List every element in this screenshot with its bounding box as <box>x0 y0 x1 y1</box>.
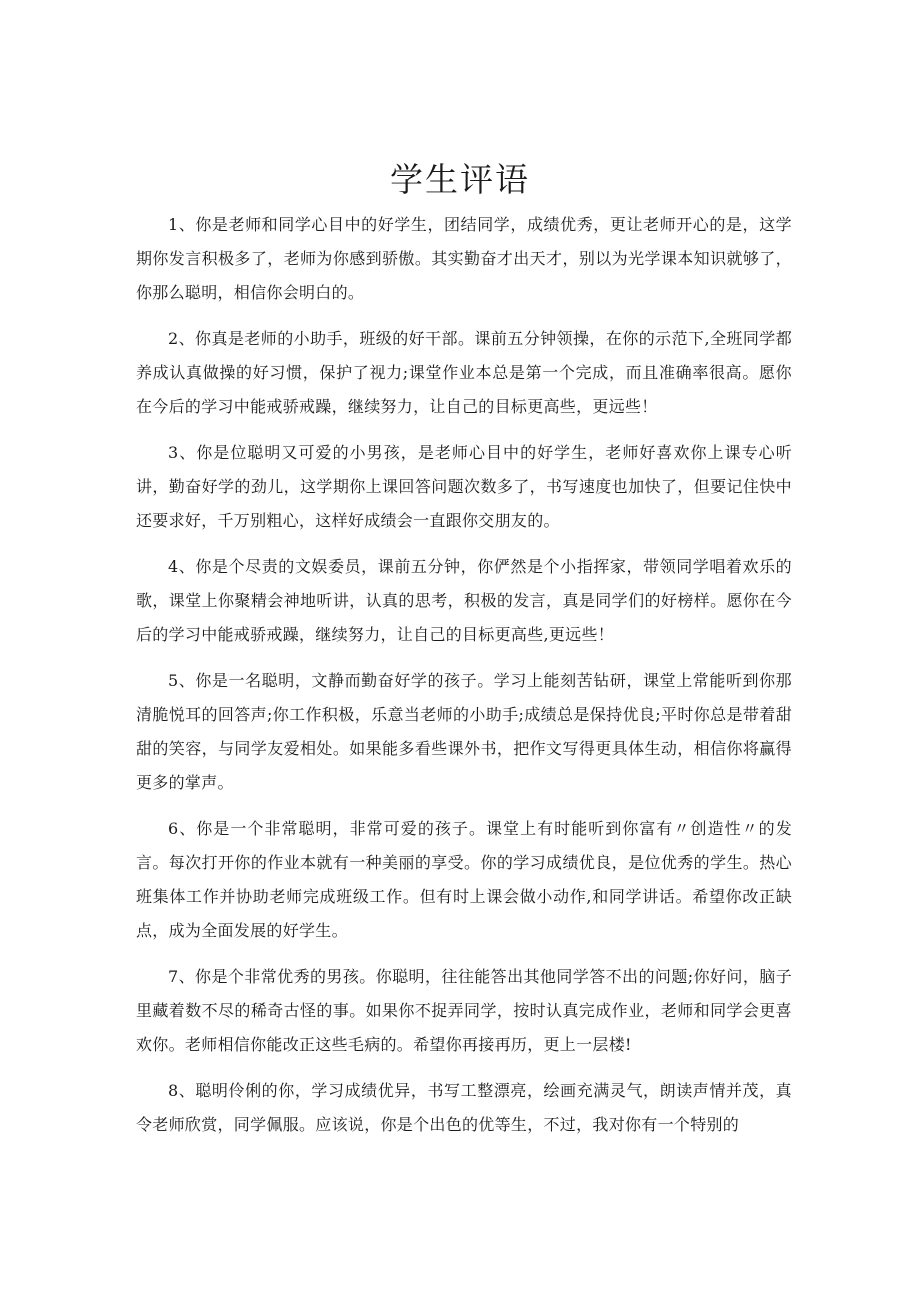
comment-paragraph-2: 2、你真是老师的小助手，班级的好干部。课前五分钟领操，在你的示范下,全班同学都养成认真做操的好习惯，保护了视力;课堂作业本总是第一个完成，而且准确率很高。愿你在今后的学习中能戒骄戒躁，继续努力，让自己的目标更高些，更远些！ <box>136 329 792 416</box>
comment-paragraph-5: 5、你是一名聪明，文静而勤奋好学的孩子。学习上能刻苦钻研，课堂上常能听到你那清脆悦耳的回答声;你工作积极，乐意当老师的小助手;成绩总是保持优良;平时你总是带着甜甜的笑容，与同学友爱相处。如果能多看些课外书，把作文写得更具体生动，相信你将赢得更多的掌声。 <box>136 671 792 792</box>
comment-paragraph-1: 1、你是老师和同学心目中的好学生，团结同学，成绩优秀，更让老师开心的是，这学期你发言积极多了，老师为你感到骄傲。其实勤奋才出天才，别以为光学课本知识就够了，你那么聪明，相信你会明白的。 <box>136 215 792 302</box>
comment-paragraph-4: 4、你是个尽责的文娱委员，课前五分钟，你俨然是个小指挥家，带领同学唱着欢乐的歌，课堂上你聚精会神地听讲，认真的思考，积极的发言，真是同学们的好榜样。愿你在今后的学习中能戒骄戒躁，继续努力，让自己的目标更高些,更远些！ <box>136 557 792 644</box>
comment-list <box>136 208 792 1154</box>
comment-paragraph-3: 3、你是位聪明又可爱的小男孩，是老师心目中的好学生，老师好喜欢你上课专心听讲，勤奋好学的劲儿，这学期你上课回答问题次数多了，书写速度也加快了，但要记住快中还要求好，千万别粗心，这样好成绩会一直跟你交朋友的。 <box>136 443 792 530</box>
comment-paragraph-8: 8、聪明伶俐的你，学习成绩优异，书写工整漂亮，绘画充满灵气，朗读声情并茂，真令老师欣赏，同学佩服。应该说，你是个出色的优等生，不过，我对你有一个特别的 <box>136 1081 792 1134</box>
comment-paragraph-6: 6、你是一个非常聪明，非常可爱的孩子。课堂上有时能听到你富有〃创造性〃的发言。每次打开你的作业本就有一种美丽的享受。你的学习成绩优良，是位优秀的学生。热心班集体工作并协助老师完成班级工作。但有时上课会做小动作,和同学讲话。希望你改正缺点，成为全面发展的好学生。 <box>136 819 792 940</box>
page-title: 学生评语 <box>390 160 530 199</box>
comment-paragraph-7: 7、你是个非常优秀的男孩。你聪明，往往能答出其他同学答不出的问题;你好问，脑子里藏着数不尽的稀奇古怪的事。如果你不捉弄同学，按时认真完成作业，老师和同学会更喜欢你。老师相信你能改正这些毛病的。希望你再接再历，更上一层楼! <box>136 967 792 1054</box>
